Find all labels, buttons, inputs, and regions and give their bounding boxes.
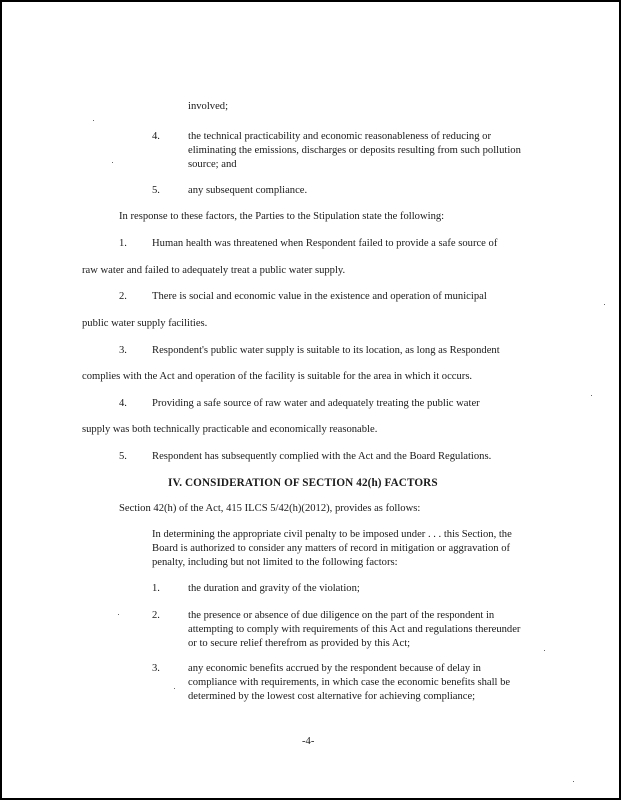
finding-number: 4. <box>119 398 127 409</box>
section-heading: IV. CONSIDERATION OF SECTION 42(h) FACTORS <box>168 477 438 489</box>
finding-text: Respondent's public water supply is suitable to its location, as long as Respondent <box>152 345 500 356</box>
finding-number: 3. <box>119 345 127 356</box>
finding-text: There is social and economic value in the existence and operation of municipal <box>152 291 487 302</box>
continuation-text: involved; <box>188 101 229 112</box>
page-number: -4- <box>302 736 315 747</box>
quote-list-text: the duration and gravity of the violation; <box>188 583 360 594</box>
quote-list-number: 3. <box>152 663 160 674</box>
scan-speck <box>591 395 592 396</box>
finding-text: Providing a safe source of raw water and adequately treating the public water <box>152 398 480 409</box>
finding-text-continued: complies with the Act and operation of the facility is suitable for the area in which it occurs. <box>82 371 473 382</box>
scan-speck <box>112 162 113 163</box>
quote-list-number: 1. <box>152 583 160 594</box>
list-item-text: any subsequent compliance. <box>188 185 308 196</box>
quote-list-text: any economic benefits accrued by the respondent because of delay in compliance with requirements, in which case the economic benefits shall be determined by the lowest cost alternative for achieving compliance; <box>188 663 511 702</box>
list-number: 5. <box>152 185 160 196</box>
scan-speck <box>118 614 119 615</box>
block-quote: In determining the appropriate civil penalty to be imposed under . . . this Section, the Board is authorized to consider any matters of record in mitigation or aggravation of penalty, including but not limited to the following factors: <box>152 529 512 568</box>
scan-speck <box>544 650 545 651</box>
section-intro: Section 42(h) of the Act, 415 ILCS 5/42(h)(2012), provides as follows: <box>119 503 421 514</box>
list-item-text: the technical practicability and economic reasonableness of reducing or eliminating the emissions, discharges or deposits resulting from such pollution source; and <box>188 131 521 170</box>
quote-list-number: 2. <box>152 610 160 621</box>
finding-text: Human health was threatened when Respondent failed to provide a safe source of <box>152 238 498 249</box>
list-number: 4. <box>152 131 160 142</box>
quote-list-text: the presence or absence of due diligence on the part of the respondent in attempting to comply with requirements of this Act and regulations thereunder or to secure relief therefrom as provided by this Act; <box>188 610 521 649</box>
finding-number: 1. <box>119 238 127 249</box>
finding-text-continued: public water supply facilities. <box>82 318 208 329</box>
scan-speck <box>174 688 175 689</box>
scan-speck <box>573 781 574 782</box>
scan-speck <box>93 120 94 121</box>
response-intro: In response to these factors, the Parties to the Stipulation state the following: <box>119 211 445 222</box>
finding-text: Respondent has subsequently complied with the Act and the Board Regulations. <box>152 451 492 462</box>
finding-number: 5. <box>119 451 127 462</box>
scan-speck <box>604 304 605 305</box>
finding-text-continued: supply was both technically practicable and economically reasonable. <box>82 424 378 435</box>
finding-number: 2. <box>119 291 127 302</box>
finding-text-continued: raw water and failed to adequately treat a public water supply. <box>82 265 346 276</box>
